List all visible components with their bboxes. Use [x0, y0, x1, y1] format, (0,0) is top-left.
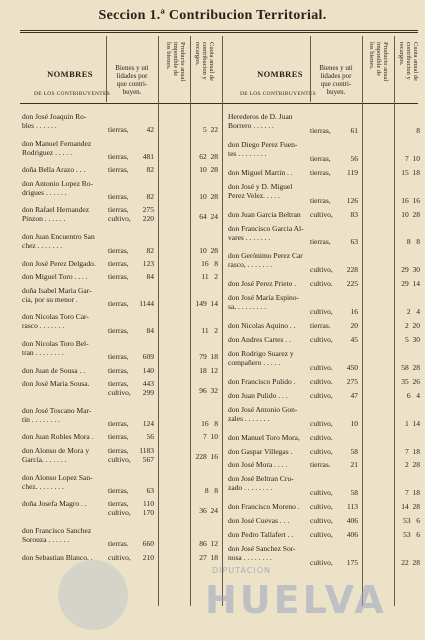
producto-value: 210	[142, 552, 154, 562]
header-bienes-left: Bienes y uti lidades por que contri- buyen.	[115, 64, 149, 96]
cuota-value: 149 14	[195, 298, 218, 308]
cuota-value: 10 28	[199, 245, 218, 255]
property-type: tierras,	[108, 272, 129, 282]
producto-value: 84	[146, 272, 154, 282]
cuota-value: 2 28	[405, 460, 420, 470]
contributor-name: don Gaspar Villegas .	[228, 446, 293, 456]
top-rule-2	[20, 32, 418, 33]
producto-value: 140	[142, 365, 154, 375]
producto-value: 275 220	[142, 205, 154, 224]
property-type: tierras,	[108, 152, 129, 162]
producto-value: 275	[346, 376, 358, 386]
cuota-value: 16 8	[201, 419, 218, 429]
producto-value: 82	[146, 192, 154, 202]
property-type: cultivo.	[310, 279, 333, 289]
header-contribuyentes-right: DE LOS CONTRIBUYENTES	[240, 91, 316, 97]
producto-value: 406	[346, 530, 358, 540]
contributor-name: don José Perez Delgado.	[22, 258, 96, 268]
contributor-name: don Rafael Hernandez Pinzon . . . . . .	[22, 205, 90, 224]
property-type: tierras,	[108, 165, 129, 175]
contributor-name: doña Isabel Maria Gar- cia, por su menor .	[22, 285, 92, 304]
cuota-value: 228 16	[195, 452, 218, 462]
contributor-name: doña Josefa Magro . .	[22, 499, 87, 509]
cuota-value: 58 28	[401, 362, 420, 372]
cuota-value: 8	[416, 125, 420, 135]
producto-value: 225	[346, 279, 358, 289]
cuota-value: 86 12	[199, 539, 218, 549]
producto-value: 20	[350, 321, 358, 331]
producto-value: 113	[347, 502, 358, 512]
property-type: tierras,	[108, 352, 129, 362]
cuota-value: 8 8	[204, 485, 218, 495]
property-type: cultivo.	[310, 432, 333, 442]
watermark-tag: DIPUTACIÓN	[212, 566, 272, 575]
page-title: Seccion 1.ª Contribucion Territorial.	[98, 8, 327, 23]
producto-value: 45	[350, 335, 358, 345]
property-type: cultivo,	[310, 530, 333, 540]
cuota-value: 35 26	[401, 376, 420, 386]
cuota-value: 7 10	[405, 153, 420, 163]
contributor-name: don José Maria Sousa.	[22, 379, 90, 389]
property-type: tierras, cultivo,	[108, 499, 131, 518]
cuota-value: 79 18	[199, 352, 218, 362]
header-producto-left: Producto anual imponible de los bienes.	[165, 42, 186, 82]
cuota-value: 1 14	[405, 418, 420, 428]
contributor-name: don Juan Robles Mora .	[22, 432, 94, 442]
watermark-seal	[58, 560, 128, 630]
contributor-name: don Gerónimo Perez Car rasco, . . . . . . .	[228, 251, 303, 270]
producto-value: 82	[146, 165, 154, 175]
property-type: tierras,	[108, 419, 129, 429]
contributor-name: don Rodrigo Suarez y compañero . . . . .	[228, 348, 294, 367]
producto-value: 406	[346, 516, 358, 526]
property-type: tierras, cultivo,	[108, 205, 131, 224]
contributor-name: don Manuel Fernandez Rodriguez . . . . .	[22, 138, 92, 157]
producto-value: 61	[350, 125, 358, 135]
producto-value: 123	[142, 258, 154, 268]
cuota-value: 6 4	[406, 390, 420, 400]
contributor-name: don José Perez Prieto .	[228, 279, 297, 289]
property-type: cultivo,	[310, 446, 333, 456]
header-producto-right: Producto anual imponible de los bienes.	[368, 42, 389, 82]
cuota-value: 7 18	[405, 488, 420, 498]
property-type: tierras,	[310, 153, 331, 163]
producto-value: 124	[142, 419, 154, 429]
contributor-name: don Juan Encuentro San chez . . . . . . .	[22, 232, 95, 251]
producto-value: 660	[142, 539, 154, 549]
cuota-value: 7 18	[405, 446, 420, 456]
cuota-value: 53 6	[403, 516, 420, 526]
cuota-value: 22 28	[401, 558, 420, 568]
property-type: tierras,	[310, 167, 331, 177]
cuota-value: 27 18	[199, 552, 218, 562]
producto-value: 1144	[139, 298, 154, 308]
producto-value: 84	[146, 325, 154, 335]
header-contribuyentes-left: DE LOS CONTRIBUYENTES	[34, 91, 110, 97]
property-type: tierras,	[310, 125, 331, 135]
property-type: tierras,	[310, 237, 331, 247]
header-rule	[20, 103, 418, 104]
property-type: tierras, cultivo,	[108, 379, 131, 398]
divider	[106, 36, 107, 102]
cuota-value: 10 28	[199, 192, 218, 202]
contributor-name: don Francisco Sanchez Sorouza . . . . . .	[22, 525, 92, 544]
cuota-value: 15 18	[401, 167, 420, 177]
contributor-name: don José Toscano Mar- tin . . . . . . . .	[22, 405, 92, 424]
contributor-name: don Juan de Sousa . .	[22, 365, 86, 375]
property-type: cultivo,	[310, 265, 333, 275]
producto-value: 58	[350, 446, 358, 456]
property-type: cultivo,	[310, 390, 333, 400]
property-type: tierras.	[310, 460, 331, 470]
cuota-value: 14 28	[401, 502, 420, 512]
property-type: cultivo,	[310, 516, 333, 526]
contributor-name: don Francisco Pulido .	[228, 376, 296, 386]
property-type: tierras.	[310, 321, 331, 331]
cuota-value: 5 22	[203, 125, 218, 135]
property-type: tierras,	[108, 325, 129, 335]
cuota-value: 10 28	[401, 209, 420, 219]
contributor-name: don Nicolas Aquino . .	[228, 321, 296, 331]
producto-value: 228	[346, 265, 358, 275]
producto-value: 443 299	[142, 379, 154, 398]
cuota-value: 11 2	[201, 272, 218, 282]
contributor-name: don José Antonio Gon- zales . . . . . . .	[228, 404, 298, 423]
property-type: cultivo,	[310, 558, 333, 568]
property-type: cultivo,	[310, 502, 333, 512]
contributor-name: don Miguel Toro . . . .	[22, 272, 88, 282]
cuota-value: 62 28	[199, 152, 218, 162]
cuota-value: 16 16	[401, 195, 420, 205]
producto-value: 10	[350, 418, 358, 428]
contributor-name: don Manuel Toro Mora,	[228, 432, 300, 442]
cuota-value: 53 6	[403, 530, 420, 540]
cuota-value: 5 30	[405, 335, 420, 345]
contributor-name: don Francisco Moreno .	[228, 502, 300, 512]
producto-value: 82	[146, 245, 154, 255]
property-type: cultivo,	[108, 552, 131, 562]
property-type: cultivo,	[310, 418, 333, 428]
divider	[190, 36, 191, 606]
header-cuota-right: Cuota anual de contribucion y recargos.	[398, 42, 419, 81]
producto-value: 83	[350, 209, 358, 219]
property-type: cultivo,	[310, 307, 333, 317]
cuota-value: 96 32	[199, 385, 218, 395]
cuota-value: 8 8	[406, 237, 420, 247]
top-rule	[20, 30, 418, 31]
property-type: cultivo.	[310, 362, 333, 372]
producto-value: 56	[146, 432, 154, 442]
producto-value: 126	[346, 195, 358, 205]
contributor-name: don José y D. Miguel Perez Velez. . . . .	[228, 181, 293, 200]
contributor-name: don Alonso Lopez San- chez. . . . . . . .	[22, 472, 93, 491]
property-type: tierras,	[108, 485, 129, 495]
contributor-name: don Juan Pulido . . .	[228, 390, 288, 400]
property-type: cultivo,	[310, 488, 333, 498]
producto-value: 450	[346, 362, 358, 372]
cuota-value: 29 14	[401, 279, 420, 289]
cuota-value: 2 4	[406, 307, 420, 317]
divider	[362, 36, 363, 606]
producto-value: 21	[350, 460, 358, 470]
producto-value: 175	[346, 558, 358, 568]
property-type: cultivo.	[310, 376, 333, 386]
header-nombres-right: NOMBRES	[257, 69, 303, 79]
cuota-value: 7 10	[203, 432, 218, 442]
property-type: tierras,	[108, 192, 129, 202]
cuota-value: 64 24	[199, 212, 218, 222]
property-type: tierras,	[108, 365, 129, 375]
contributor-name: don Francisco Garcia Al- vares . . . . . . .	[228, 223, 304, 242]
cuota-value: 11 2	[201, 325, 218, 335]
contributor-name: don Andres Cartes . .	[228, 335, 291, 345]
contributor-name: don Nicolas Toro Bel- tran . . . . . . . .	[22, 339, 89, 357]
contributor-name: don Diego Perez Fuen- tes . . . . . . . .	[228, 139, 298, 158]
property-type: tierras,	[108, 125, 129, 135]
producto-value: 47	[350, 390, 358, 400]
property-type: cultivo,	[310, 209, 333, 219]
header-nombres-left: NOMBRES	[47, 69, 93, 79]
contributor-name: don José María Espino- sa, . . . . . . . .	[228, 293, 300, 312]
producto-value: 63	[146, 485, 154, 495]
producto-value: 56	[350, 153, 358, 163]
contributor-name: don Antonio Lopez Ro- drigues . . . . . .	[22, 178, 94, 197]
contributor-name: don Nicolas Toro Car- rasco . . . . . . .	[22, 312, 89, 331]
cuota-value: 2 20	[405, 321, 420, 331]
producto-value: 481	[142, 152, 154, 162]
contributor-name: don José Joaquin Ro- bles . . . . . .	[22, 112, 87, 130]
producto-value: 58	[350, 488, 358, 498]
contributor-name: doña Bella Arazo . . .	[22, 165, 86, 175]
producto-value: 63	[350, 237, 358, 247]
header-bienes-right: Bienes y uti lidades por que contri- buyen.	[319, 64, 353, 96]
property-type: cultivo,	[310, 335, 333, 345]
producto-value: 42	[146, 125, 154, 135]
property-type: tierras,	[310, 195, 331, 205]
contributor-name: don Alonso de Mora y García. . . . . . .	[22, 445, 90, 464]
cuota-value: 18 12	[199, 365, 218, 375]
producto-value: 16	[350, 307, 358, 317]
header-cuota-left: Cuota anual de contribucion y recargos.	[194, 42, 215, 81]
cuota-value: 10 28	[199, 165, 218, 175]
cuota-value: 36 24	[199, 505, 218, 515]
contributor-name: don José Beltran Cru- zado . . . . . . . .	[228, 474, 294, 493]
cuota-value: 16 8	[201, 258, 218, 268]
watermark-text: HUELVA	[205, 578, 387, 622]
contributor-name: don Miguel Martin . .	[228, 167, 293, 177]
cuota-value: 29 30	[401, 265, 420, 275]
property-type: tierras,	[108, 258, 129, 268]
property-type: tierras,	[108, 298, 129, 308]
property-type: tierras,	[108, 432, 129, 442]
property-type: tierras.	[108, 539, 129, 549]
contributor-name: don José Mora . . . .	[228, 460, 288, 470]
contributor-name: don José Sanchez Sor- nosa . . . . . . . .	[228, 544, 296, 563]
producto-value: 110 170	[142, 499, 154, 518]
divider	[310, 36, 311, 102]
property-type: tierras, cultivo,	[108, 445, 131, 464]
contributor-name: Herederos de D. Juan Borrero . . . . . .	[228, 112, 293, 130]
contributor-name: don Juan Garcia Beltran	[228, 209, 301, 219]
property-type: tierras,	[108, 245, 129, 255]
contributor-name: don Sebastian Blanco. .	[22, 552, 93, 562]
divider	[222, 36, 223, 606]
producto-value: 609	[142, 352, 154, 362]
producto-value: 119	[347, 167, 358, 177]
producto-value: 1183 567	[139, 445, 154, 464]
contributor-name: don José Cuevas . . .	[228, 516, 290, 526]
divider	[158, 36, 159, 606]
contributor-name: don Pedro Tallafert . .	[228, 530, 294, 540]
